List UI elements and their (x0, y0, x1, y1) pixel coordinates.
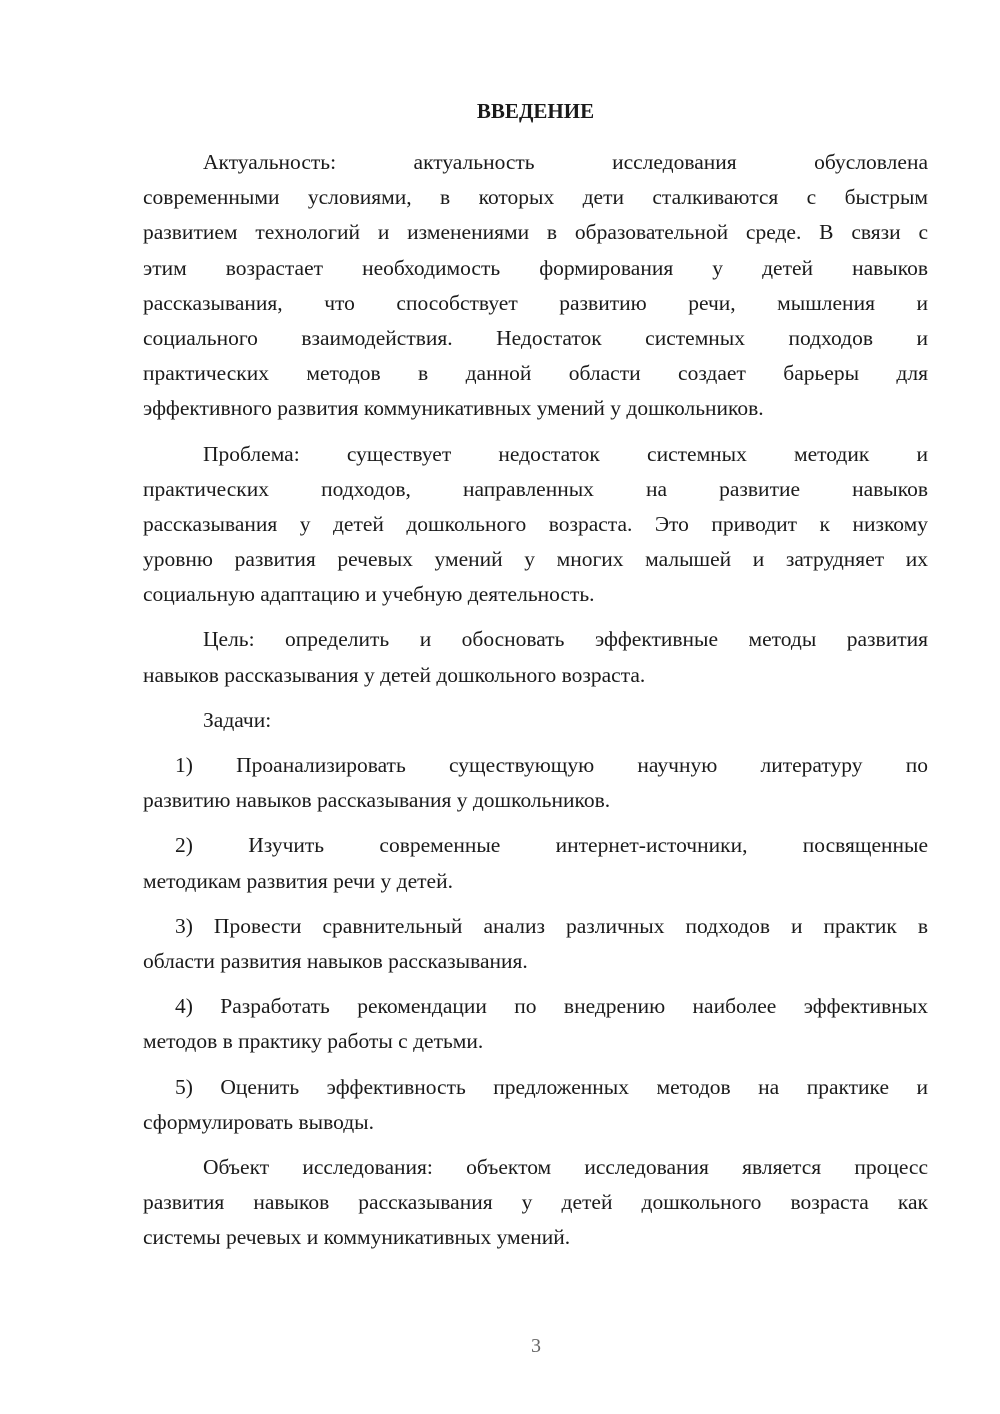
page-title: ВВЕДЕНИЕ (476, 99, 595, 123)
paragraph-problem (143, 437, 928, 613)
text-line: Актуальность: актуальность исследования обусловлена (203, 150, 928, 174)
text-line: 5) Оценить эффективность предложенных методов на практике и (175, 1074, 928, 1099)
text-line: методикам развития речи у детей. (143, 868, 453, 893)
text-line: практических методов в данной области создает барьеры для (143, 361, 928, 386)
list-item-task-4 (143, 989, 928, 1059)
text-line: системы речевых и коммуникативных умений. (143, 1225, 571, 1250)
text-line: методов в практику работы с детьми. (143, 1029, 484, 1054)
text-line: практических подходов, направленных на развитие навыков (143, 476, 928, 501)
text-line: 1) Проанализировать существующую научную литературу по (175, 753, 928, 777)
text-line: социального взаимодействия. Недостаток системных подходов и (143, 325, 928, 350)
text-line: 2) Изучить современные интернет-источники, посвященные (175, 833, 928, 858)
text-line: уровню развития речевых умений у многих малышей и затрудняет их (143, 547, 928, 572)
list-item-task-3 (143, 909, 928, 979)
text-line: Цель: определить и обосновать эффективные методы развития (203, 627, 928, 652)
text-line: Объект исследования: объектом исследования является процесс (203, 1154, 928, 1179)
paragraph-relevance (143, 145, 928, 427)
text-line: сформулировать выводы. (143, 1109, 374, 1134)
text-line: Проблема: существует недостаток системных методик и (203, 441, 928, 466)
list-item-task-1 (143, 748, 928, 818)
text-line: Задачи: (203, 707, 272, 732)
text-line: этим возрастает необходимость формирования у детей навыков (143, 255, 928, 280)
paragraph-goal (143, 622, 928, 692)
text-line: социальную адаптацию и учебную деятельность. (143, 582, 595, 607)
text-line: развитием технологий и изменениями в образовательной среде. В связи с (143, 220, 928, 245)
paragraph-tasks-heading (143, 703, 928, 738)
text-line: рассказывания у детей дошкольного возраста. Это приводит к низкому (143, 511, 928, 536)
paragraph-research-object (143, 1150, 928, 1256)
text-line: развитию навыков рассказывания у дошкольников. (143, 788, 611, 813)
text-line: области развития навыков рассказывания. (143, 948, 528, 973)
page-number: 3 (531, 1335, 541, 1357)
text-line: 3) Провести сравнительный анализ различных подходов и практик в (175, 913, 928, 938)
text-line: эффективного развития коммуникативных умений у дошкольников. (143, 396, 764, 421)
text-line: современными условиями, в которых дети сталкиваются с быстрым (143, 185, 928, 210)
text-line: рассказывания, что способствует развитию речи, мышления и (143, 290, 928, 315)
list-item-task-2 (143, 828, 928, 898)
text-line: 4) Разработать рекомендации по внедрению наиболее эффективных (175, 994, 928, 1019)
text-line: навыков рассказывания у детей дошкольного возраста. (143, 662, 646, 687)
document-body (143, 145, 928, 1255)
text-line: развития навыков рассказывания у детей дошкольного возраста как (143, 1190, 928, 1215)
list-item-task-5 (143, 1070, 928, 1140)
